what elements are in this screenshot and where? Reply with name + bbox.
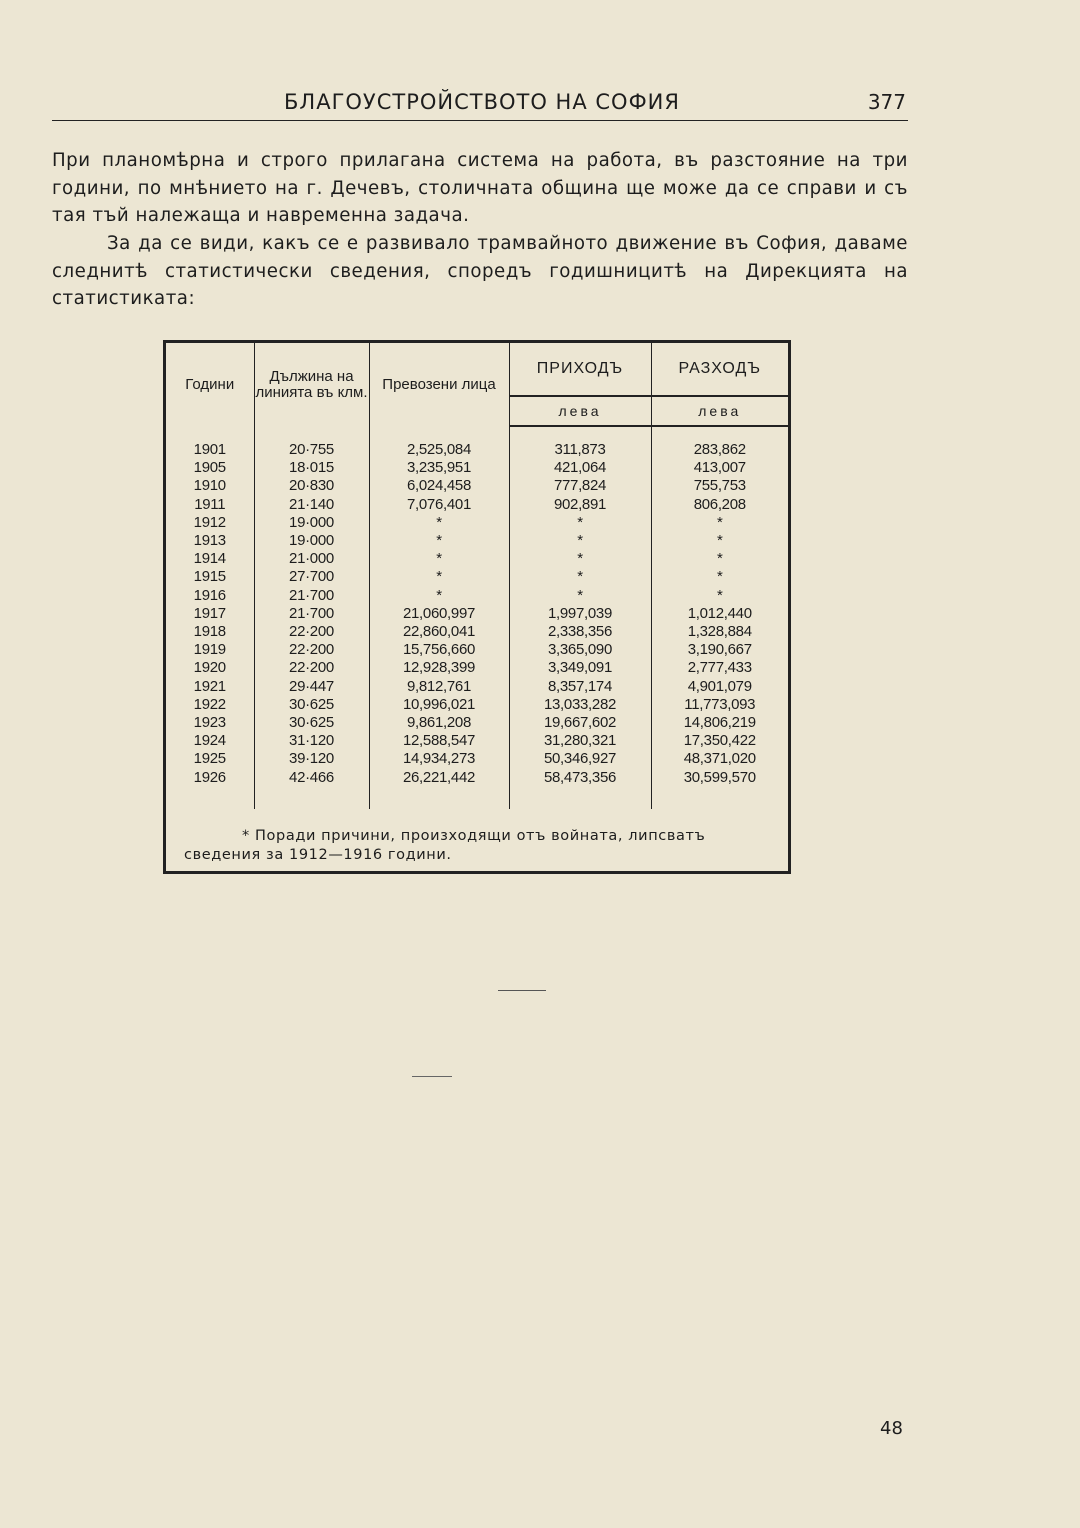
table-cell: 22,860,041: [369, 623, 509, 641]
table-cell: 1901: [166, 441, 254, 459]
table-cell: 9,812,761: [369, 678, 509, 696]
income-unit: лева: [509, 396, 651, 426]
table-cell: 2,338,356: [509, 623, 651, 641]
table-cell: 31,280,321: [509, 732, 651, 750]
col-header-length: Дължина на линията въ клм.: [254, 343, 369, 426]
table-cell: 15,756,660: [369, 641, 509, 659]
table-cell: *: [369, 568, 509, 586]
sheet-number: 48: [880, 1418, 903, 1439]
separator-rule: [498, 990, 546, 991]
table-cell: 283,862: [693, 441, 746, 458]
table-cell: 21,060,997: [369, 605, 509, 623]
table-cell: 1923: [166, 714, 254, 732]
table-cell: 1922: [166, 696, 254, 714]
table-cell: 30,599,570: [683, 768, 756, 786]
table-cell: 9,861,208: [369, 714, 509, 732]
table-cell: *: [509, 568, 651, 586]
statistics-table: [163, 340, 791, 874]
table-cell: 19,667,602: [509, 714, 651, 732]
table-cell: 1916: [166, 587, 254, 605]
table-row: [166, 550, 788, 568]
table-cell: 4,901,079: [687, 677, 752, 695]
table-cell: 13,033,282: [509, 696, 651, 714]
table-cell: 1921: [166, 678, 254, 696]
table-cell: 30·625: [254, 714, 369, 732]
table-cell: 7,076,401: [369, 496, 509, 514]
table-cell: 1926: [166, 769, 254, 787]
table-cell: 22·200: [254, 659, 369, 677]
table-cell: 1910: [166, 477, 254, 495]
table-row: [166, 769, 788, 787]
table-row: [166, 459, 788, 477]
table-cell: *: [369, 587, 509, 605]
table-row: [166, 750, 788, 768]
footnote-line-1: * Поради причини, произходящи отъ войната, липсватъ: [242, 828, 706, 844]
table-cell: 39·120: [254, 750, 369, 768]
table-cell: 8,357,174: [509, 678, 651, 696]
table-cell: 1,328,884: [687, 623, 752, 641]
running-header: [52, 88, 908, 121]
col-header-passengers: Превозени лица: [369, 343, 509, 426]
table-cell: *: [716, 586, 723, 604]
table-cell: *: [369, 550, 509, 568]
table-cell: 11,773,093: [684, 695, 756, 713]
table-row: [166, 659, 788, 677]
table-cell: 27·700: [254, 568, 369, 586]
table-cell: 806,208: [693, 495, 746, 513]
table-cell: 21·700: [254, 605, 369, 623]
table-cell: 42·466: [254, 769, 369, 787]
table-cell: 21·000: [254, 550, 369, 568]
table-row: [166, 532, 788, 550]
table-cell: 1915: [166, 568, 254, 586]
table-cell: *: [509, 550, 651, 568]
paragraph-1: При планомѣрна и строго прилагана система на работа, въ разстояние на три години, по мнѣнието на г. Дечевъ, столичната община ще може да се справи и съ тая тъй належаща и навременна задача.: [52, 150, 908, 226]
table-cell: 48,371,020: [683, 750, 756, 768]
table-row: [166, 568, 788, 586]
table-cell: 1912: [166, 514, 254, 532]
table-cell: 19·000: [254, 514, 369, 532]
table-cell: 12,928,399: [369, 659, 509, 677]
table-row: [166, 623, 788, 641]
table-cell: *: [369, 514, 509, 532]
col-header-expense: РАЗХОДЪ: [651, 343, 788, 396]
table-cell: 1,997,039: [509, 605, 651, 623]
table-row: [166, 678, 788, 696]
table-cell: 1911: [166, 496, 254, 514]
table-cell: 3,190,667: [687, 641, 752, 659]
table-cell: 20·755: [254, 441, 369, 459]
table-cell: 26,221,442: [369, 769, 509, 787]
table-cell: 14,806,219: [683, 714, 756, 732]
page-number: 377: [867, 90, 906, 114]
table-row: [166, 587, 788, 605]
table-cell: 21·700: [254, 587, 369, 605]
col-header-income: ПРИХОДЪ: [509, 343, 651, 396]
table-cell: 18·015: [254, 459, 369, 477]
table-cell: 1919: [166, 641, 254, 659]
table-cell: 1924: [166, 732, 254, 750]
table-row: [166, 641, 788, 659]
table-cell: 755,753: [693, 477, 746, 495]
table-footnote: [184, 827, 774, 865]
expense-unit: лева: [651, 396, 788, 426]
table-cell: 1913: [166, 532, 254, 550]
table-cell: 1917: [166, 605, 254, 623]
table-cell: 3,349,091: [509, 659, 651, 677]
table-row: [166, 477, 788, 495]
table-cell: 12,588,547: [369, 732, 509, 750]
table-cell: *: [509, 532, 651, 550]
table-cell: 21·140: [254, 496, 369, 514]
table-row: [166, 732, 788, 750]
table-cell: 413,007: [693, 459, 746, 477]
table-row: [166, 605, 788, 623]
table-cell: 421,064: [509, 459, 651, 477]
table-cell: 1925: [166, 750, 254, 768]
table-cell: 902,891: [509, 496, 651, 514]
table-cell: 6,024,458: [369, 477, 509, 495]
paragraph-2: За да се види, какъ се е развивало трамвайното движение въ София, даваме следнитѣ статистически сведения, споредъ годишницитѣ на Дирекцията на статистиката:: [52, 233, 908, 309]
table-row: [166, 714, 788, 732]
table-cell: 29·447: [254, 678, 369, 696]
table-cell: 30·625: [254, 696, 369, 714]
table-cell: *: [509, 587, 651, 605]
table-cell: 2,525,084: [369, 441, 509, 459]
table-cell: *: [716, 568, 723, 586]
header-title: БЛАГОУСТРОЙСТВОТО НА СОФИЯ: [284, 90, 680, 114]
table-cell: *: [716, 532, 723, 550]
table-cell: 3,235,951: [369, 459, 509, 477]
col-header-years: Години: [166, 343, 254, 426]
table-cell: 20·830: [254, 477, 369, 495]
table-cell: 50,346,927: [509, 750, 651, 768]
table-cell: 19·000: [254, 532, 369, 550]
table-cell: *: [716, 550, 723, 568]
table-cell: 1914: [166, 550, 254, 568]
table-cell: 14,934,273: [369, 750, 509, 768]
table-cell: 311,873: [509, 441, 651, 459]
table-cell: 58,473,356: [509, 769, 651, 787]
table-cell: 17,350,422: [683, 732, 756, 750]
table-row: [166, 441, 788, 459]
table-body: [166, 426, 788, 809]
table-row: [166, 496, 788, 514]
table-cell: *: [716, 513, 723, 531]
table-cell: 1,012,440: [687, 604, 752, 622]
table-cell: 777,824: [509, 477, 651, 495]
table-cell: *: [509, 514, 651, 532]
table-cell: 1905: [166, 459, 254, 477]
table-cell: 2,777,433: [687, 659, 752, 677]
table-cell: 3,365,090: [509, 641, 651, 659]
table-cell: 22·200: [254, 641, 369, 659]
table-cell: *: [369, 532, 509, 550]
footnote-line-2: сведения за 1912—1916 години.: [184, 847, 452, 863]
table-cell: 10,996,021: [369, 696, 509, 714]
table-cell: 1918: [166, 623, 254, 641]
table-cell: 22·200: [254, 623, 369, 641]
table-cell: 31·120: [254, 732, 369, 750]
table-row: [166, 696, 788, 714]
table-row: [166, 514, 788, 532]
separator-rule-small: [412, 1076, 452, 1077]
table-cell: 1920: [166, 659, 254, 677]
